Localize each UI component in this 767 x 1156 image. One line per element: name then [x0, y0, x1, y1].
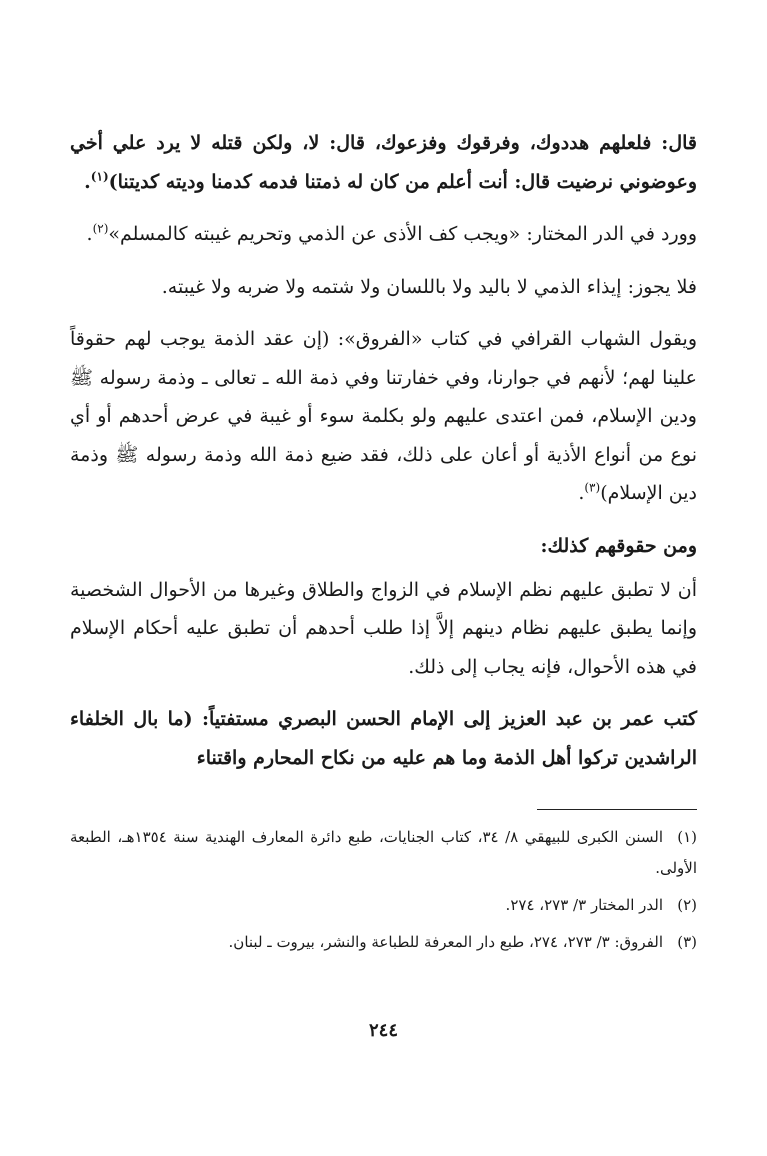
paragraph-3 — [70, 268, 697, 307]
paragraph-4-text: ويقول الشهاب القرافي في كتاب «الفروق»: (إن عقد الذمة يوجب لهم حقوقاً علينا لهم؛ لأنهم في جوارنا، وفي خفارتنا وفي ذمة الله ـ تعالى ـ وذمة رسوله ﷺ ودين الإسلام، فمن اعتدى عليهم ولو بكلمة سوء أو غيبة في عرض أحدهم أو أي نوع من أنواع الأذية أو أعان على ذلك، فقد ضيع ذمة الله وذمة رسوله ﷺ وذمة دين الإسلام) — [70, 328, 697, 504]
footnote-1-number: (١) — [677, 828, 698, 846]
paragraph-4: ويقول الشهاب القرافي في كتاب «الفروق»: (إن عقد الذمة يوجب لهم حقوقاً علينا لهم؛ لأنهم في جوارنا، وفي خفارتنا وفي ذمة الله ـ تعالى ـ وذمة رسوله ﷺ ودين الإسلام، فمن اعتدى عليهم ولو بكلمة سوء أو غيبة في عرض أحدهم أو أي نوع من أنواع الأذية أو أعان على ذلك، فقد ضيع ذمة الله وذمة رسوله ﷺ وذمة دين الإسلام)$^{(٣)}$. — [70, 328, 697, 504]
footnote-2 — [70, 890, 697, 921]
footnote-2-number: (٢) — [677, 896, 697, 914]
paragraph-3-text: فلا يجوز: إيذاء الذمي لا باليد ولا باللسان ولا شتمه ولا ضربه ولا غيبته. — [161, 275, 697, 298]
section-heading: ومن حقوقهم كذلك: — [540, 534, 697, 557]
footnote-ref-3: (٣) — [584, 480, 601, 495]
footnote-2-text: الدر المختار ٣/ ٢٧٣، ٢٧٤. — [505, 896, 663, 914]
paragraph-2-text: وورد في الدر المختار: «ويجب كف الأذى عن الذمي وتحريم غيبته كالمسلم» — [108, 223, 697, 245]
footnote-ref-1: (١) — [90, 169, 109, 184]
paragraph-6: كتب عمر بن عبد العزيز إلى الإمام الحسن البصري مستفتياً: (ما بال الخلفاء الراشدين تركوا أهل الذمة وما هم عليه من نكاح المحارم واقتناء — [70, 708, 697, 769]
page-number: ٢٤٤ — [368, 1020, 398, 1041]
footnote-separator — [537, 809, 697, 810]
footnote-ref-2: (٢) — [92, 221, 109, 236]
paragraph-1: قال: فلعلهم هددوك، وفرقوك وفزعوك، قال: لا، ولكن قتله لا يرد علي أخي وعوضوني نرضيت قال: أنت أعلم من كان له ذمتنا فدمه كدمنا وديته كديتنا)$^{(١)}$. — [70, 132, 697, 193]
paragraph-2: وورد في الدر المختار: «ويجب كف الأذى عن الذمي وتحريم غيبته كالمسلم»$^{(٢)}$. — [86, 221, 697, 245]
footnote-3-text: الفروق: ٣/ ٢٧٣، ٢٧٤، طبع دار المعرفة للطباعة والنشر، بيروت ـ لبنان. — [228, 933, 663, 951]
footnote-3-number: (٣) — [677, 933, 697, 951]
footnote-1 — [70, 822, 697, 884]
footnote-1-text: السنن الكبرى للبيهقي ٨/ ٣٤، كتاب الجنايات، طبع دائرة المعارف الهندية سنة ١٣٥٤هـ، الطبعة الأولى. — [70, 828, 697, 877]
paragraph-5: أن لا تطبق عليهم نظم الإسلام في الزواج والطلاق وغيرها من الأحوال الشخصية وإنما يطبق عليهم نظام دينهم إلاَّ إذا طلب أحدهم أن تطبق عليه أحكام الإسلام في هذه الأحوال، فإنه يجاب إلى ذلك. — [70, 578, 697, 678]
footnote-3 — [70, 927, 697, 958]
paragraph-1-text: قال: فلعلهم هددوك، وفرقوك وفزعوك، قال: لا، ولكن قتله لا يرد علي أخي وعوضوني نرضيت قال: أنت أعلم من كان له ذمتنا فدمه كدمنا وديته كديتنا) — [70, 132, 697, 193]
